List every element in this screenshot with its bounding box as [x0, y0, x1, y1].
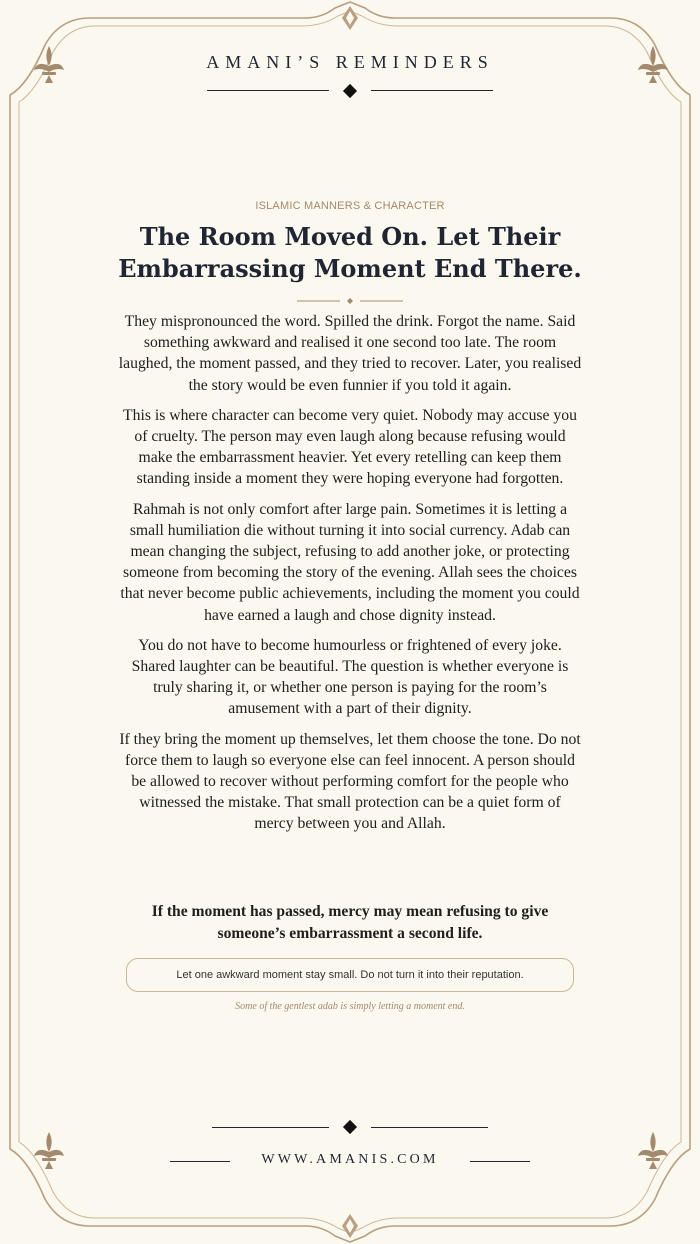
body-paragraph: You do not have to become humourless or frightened of every joke. Shared laughter can be beautiful. The question is whether everyone is truly sharing it, or whether one person is paying for the room’s amusement with a part of their dignity.: [131, 636, 569, 718]
category-label: ISLAMIC MANNERS & CHARACTER: [255, 200, 445, 212]
title-line: The Room Moved On. Let Their: [139, 222, 561, 251]
closing-subnote: Some of the gentlest adab is simply letting a moment end.: [235, 1001, 465, 1012]
reminder-note-text: Let one awkward moment stay small. Do not turn it into their reputation.: [176, 969, 524, 981]
body-paragraph: They mispronounced the word. Spilled the drink. Forgot the name. Said something awkward and realised it one second too late. The room laughed, the moment passed, and they tried to recover. Later, you realised the story would be even funnier if you told it again.: [118, 313, 582, 394]
bottom-crest-diamond-icon: [339, 1212, 361, 1240]
brand-title: AMANI’S REMINDERS: [206, 52, 494, 72]
body-paragraph: This is where character can become very quiet. Nobody may accuse you of cruelty. The person may even laugh along because refusing would make the embarrassment heavier. Yet every retelling can keep them standing inside a moment they were hoping everyone had forgotten.: [123, 406, 577, 488]
title-line: Embarrassing Moment End There.: [118, 254, 582, 283]
body-text: [118, 311, 582, 844]
footer-rule-left: [212, 1127, 329, 1128]
key-takeaway: If the moment has passed, mercy may mean refusing to give someone’s embarrassment a second life.: [151, 903, 549, 942]
header-rule-left: [207, 90, 329, 91]
body-paragraph: If they bring the moment up themselves, let them choose the tone. Do not force them to laugh so everyone else can feel innocent. A person should be allowed to recover without performing comfort for the people who witnessed the mistake. That small protection can be a quiet form of mercy between you and Allah.: [119, 730, 581, 833]
footer-rule-right: [371, 1127, 488, 1128]
reminder-note-box: [126, 958, 574, 992]
website-link[interactable]: WWW.AMANIS.COM: [261, 1152, 439, 1167]
body-paragraph: Rahmah is not only comfort after large pain. Sometimes it is letting a small humiliation die without turning it into social currency. Adab can mean changing the subject, refusing to add another joke, or protecting someone from becoming the story of the evening. Allah sees the choices that never become public achievements, including the moment you could have earned a laugh and chose dignity instead.: [120, 500, 580, 624]
website-rule-right: [470, 1161, 530, 1162]
header-rule-right: [371, 90, 493, 91]
article-title: [110, 221, 590, 285]
title-divider: [297, 298, 403, 304]
top-crest-diamond-icon: [339, 4, 361, 32]
